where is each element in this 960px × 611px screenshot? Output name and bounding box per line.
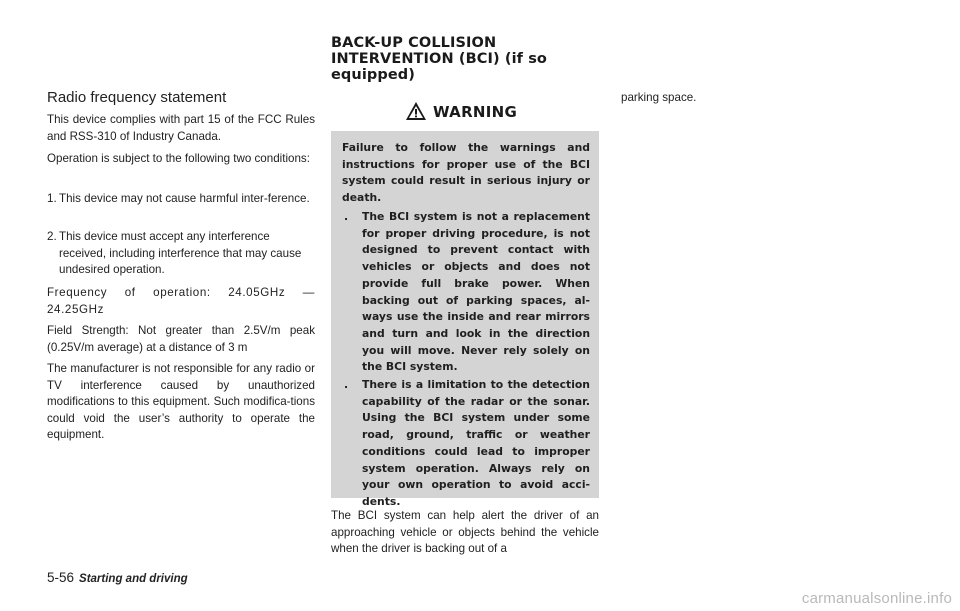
list-number: 1. [47,192,57,205]
bullet-dot: . [344,378,349,391]
list-item [47,229,315,279]
warning-title: WARNING [433,103,518,121]
manufacturer-paragraph: The manufacturer is not responsible for any radio or TV interference caused by unauthorized modifications to this equipment. Such modifica-tions could void the user’s authority to operate the equipment. [47,362,315,442]
warning-intro: Failure to follow the warnings and instructions for proper use of the BCI system could result in serious injury or death. [342,141,590,205]
warning-bullet [342,377,590,511]
warning-box [331,131,599,508]
list-text: This device may not cause harmful inter-ference. [59,192,310,205]
continued-text: parking space. [621,91,697,104]
field-strength-paragraph: Field Strength: Not greater than 2.5V/m peak (0.25V/m average) at a distance of 3 m [47,324,315,354]
page-number: 5-56 [47,570,75,585]
conditions-paragraph: Operation is subject to the following two conditions: [47,152,310,165]
warning-header [331,95,599,125]
list-item [47,191,315,208]
warning-bullet [342,209,590,376]
warning-triangle-icon [405,101,427,121]
page-footer [47,570,188,585]
fcc-compliance-paragraph: This device complies with part 15 of the FCC Rules and RSS-310 of Industry Canada. [47,113,315,143]
bullet-dot: . [344,210,349,223]
list-number: 2. [47,230,57,243]
warning-bullet-text: There is a limitation to the detection capability of the radar or the sonar. Using the BCI system under some road, ground, traffic or weather conditions could lead to improper system operation. Always rely on your own operation to avoid acci-dents. [362,378,590,508]
bci-description-paragraph: The BCI system can help alert the driver of an approaching vehicle or objects behind the vehicle when the driver is backing out of a [331,509,599,556]
warning-bullet-text: The BCI system is not a replacement for proper driving procedure, is not designed to prevent contact with vehicles or objects and does not provide full brake power. When backing out of parking spaces, al-ways use the inside and rear mirrors and turn and look in the direction you will move. Never rely solely on the BCI system. [362,210,590,374]
section-heading: BACK-UP COLLISION INTERVENTION (BCI) (if so equipped) [331,35,547,83]
footer-section-title: Starting and driving [79,573,188,585]
list-text: This device must accept any interference received, including interference that may cause undesired operation. [59,230,302,277]
watermark: carmanualsonline.info [801,590,952,607]
frequency-paragraph: Frequency of operation: 24.05GHz — 24.25GHz [47,286,315,316]
radio-frequency-subheading: Radio frequency statement [47,89,227,106]
